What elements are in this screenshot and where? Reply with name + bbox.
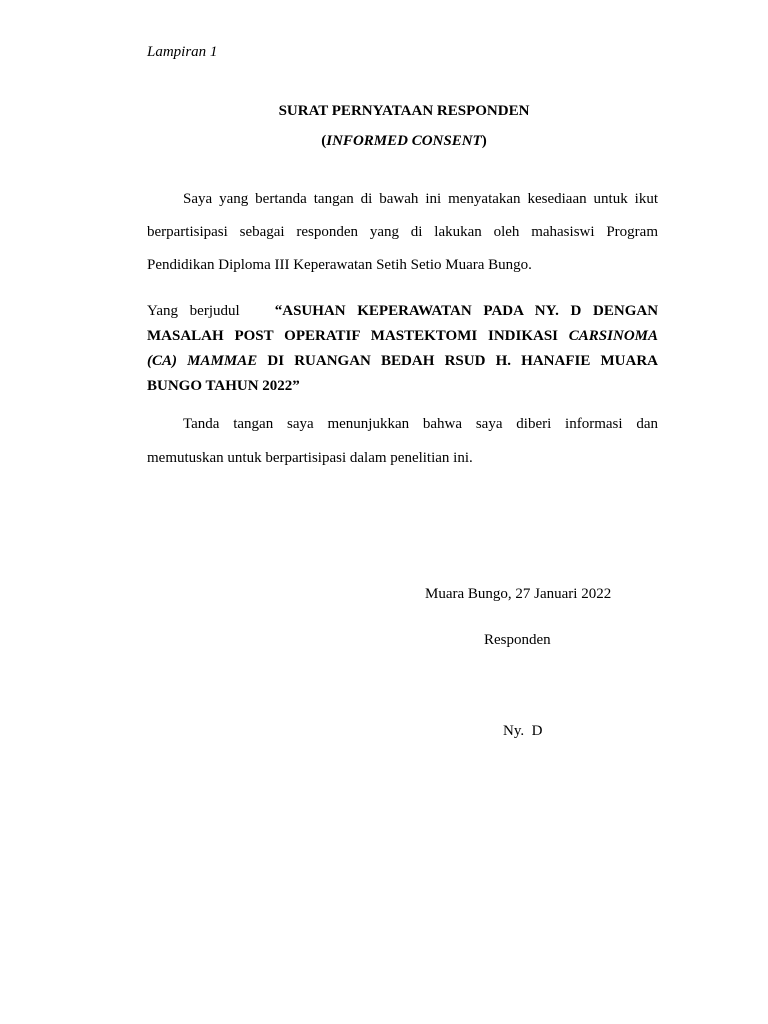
paragraph2-title-line2: MASALAH POST OPERATIF MASTEKTOMI INDIKASI bbox=[147, 328, 558, 344]
paragraph2-title-line3: DI RUANGAN BEDAH RSUD H. HANAFIE MUARA bbox=[267, 353, 658, 369]
paragraph2-line4: BUNGO TAHUN 2022” bbox=[147, 378, 300, 394]
subtitle-open-paren: ( bbox=[321, 133, 327, 149]
signature-role: Responden bbox=[484, 632, 551, 648]
paragraph2-line1 bbox=[147, 303, 658, 320]
paragraph2-title-line3-italic: (CA) MAMMAE bbox=[147, 353, 258, 369]
document-subtitle bbox=[0, 133, 768, 150]
paragraph2-line3 bbox=[147, 353, 658, 370]
signature-name: Ny. D bbox=[503, 723, 543, 739]
paragraph2-line2 bbox=[147, 328, 658, 345]
paragraph2-title-line1: “ASUHAN KEPERAWATAN PADA NY. D DENGAN bbox=[274, 303, 659, 319]
paragraph3-line2: memutuskan untuk berpartisipasi dalam penelitian ini. bbox=[147, 450, 473, 466]
attachment-label: Lampiran 1 bbox=[147, 44, 218, 60]
paragraph2-prefix: Yang berjudul bbox=[147, 303, 240, 319]
document-title: SURAT PERNYATAAN RESPONDEN bbox=[278, 103, 530, 119]
paragraph1-line1: Saya yang bertanda tangan di bawah ini menyatakan kesediaan untuk ikut bbox=[183, 191, 658, 207]
subtitle-close-paren: ) bbox=[481, 133, 487, 149]
paragraph3-line1: Tanda tangan saya menunjukkan bahwa saya diberi informasi dan bbox=[183, 416, 658, 432]
subtitle-italic: INFORMED CONSENT bbox=[326, 133, 482, 149]
paragraph2-title-line2-italic: CARSINOMA bbox=[568, 328, 658, 344]
paragraph1-line3: Pendidikan Diploma III Keperawatan Setih Setio Muara Bungo. bbox=[147, 257, 532, 273]
signature-place-date: Muara Bungo, 27 Januari 2022 bbox=[425, 586, 612, 602]
paragraph1-line2: berpartisipasi sebagai responden yang di lakukan oleh mahasiswi Program bbox=[147, 224, 658, 240]
